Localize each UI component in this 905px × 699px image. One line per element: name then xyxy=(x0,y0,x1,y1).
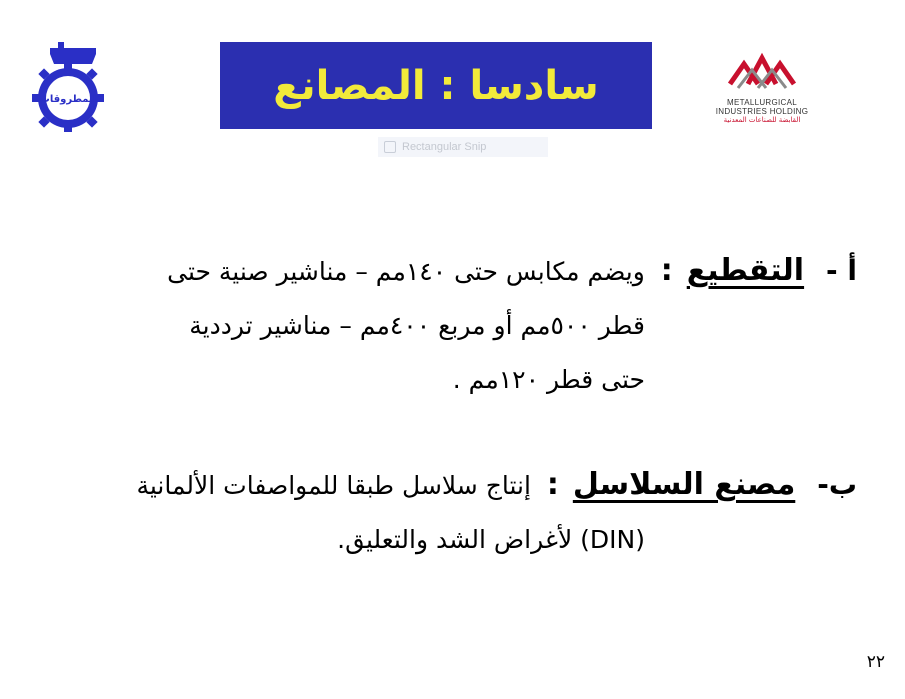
item-b-colon: : xyxy=(546,467,559,502)
left-logo-text: المطروقات xyxy=(39,94,97,105)
logo-text-ar: القابضة للصناعات المعدنية xyxy=(723,116,801,124)
item-a-marker: أ - xyxy=(826,254,857,287)
item-a-heading: التقطيع xyxy=(686,253,805,288)
forging-company-logo xyxy=(22,42,114,132)
item-b-marker: ب- xyxy=(817,468,857,501)
title-banner xyxy=(220,42,652,129)
snip-label: Rectangular Snip xyxy=(402,141,487,153)
item-a-first-line xyxy=(57,244,857,299)
item-a-line-3: حتى قطر ١٢٠مم . xyxy=(452,365,645,394)
metallurgical-holding-logo xyxy=(712,44,812,144)
item-b-line-1: إنتاج سلاسل طبقا للمواصفات الألمانية xyxy=(136,471,531,500)
item-a-colon: : xyxy=(660,253,673,288)
item-b-first-line xyxy=(57,458,857,513)
list-item-chains-factory xyxy=(57,458,857,567)
mih-logo-icon xyxy=(722,44,802,94)
logo-text-en-1: METALLURGICAL xyxy=(727,98,797,107)
gear-icon xyxy=(22,42,114,132)
page-title: سادسا : المصانع xyxy=(273,62,599,109)
page-number: ٢٢ xyxy=(866,652,885,672)
list-item-cutting xyxy=(57,244,857,407)
item-b-line-2: (DIN) لأغراض الشد والتعليق. xyxy=(337,525,645,554)
snip-icon xyxy=(384,141,396,153)
rectangular-snip-overlay xyxy=(378,137,548,157)
logo-text-en-2: INDUSTRIES HOLDING xyxy=(715,107,809,116)
item-a-line-2: قطر ٥٠٠مم أو مربع ٤٠٠مم – مناشير ترددية xyxy=(189,311,645,340)
item-b-heading: مصنع السلاسل xyxy=(572,467,796,502)
item-a-line-1: ويضم مكابس حتى ١٤٠مم – مناشير صنية حتى xyxy=(167,257,645,286)
